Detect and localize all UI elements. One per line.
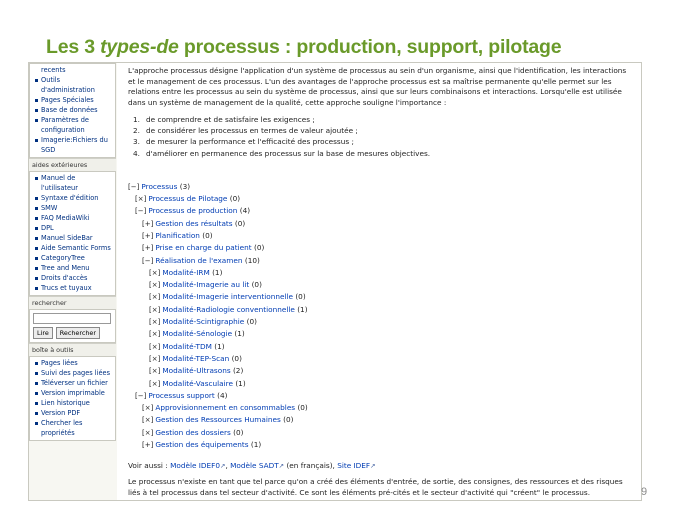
tree-link[interactable]: Modalité-Sénologie (162, 329, 233, 339)
tree-toggle[interactable]: [−] (135, 391, 147, 400)
sidebar-tools-list (30, 357, 115, 440)
page-number: 9 (641, 486, 648, 498)
tree-row (128, 230, 633, 242)
tree-count: (1) (234, 329, 245, 339)
tree-link[interactable]: Gestion des résultats (155, 218, 233, 228)
step-text: de comprendre et de satisfaire les exigences ; (146, 115, 315, 124)
link-idef0[interactable]: Modèle IDEF0 (170, 461, 221, 471)
tree-link[interactable]: Approvisionnement en consommables (155, 403, 296, 413)
tree-count: (1) (214, 341, 225, 351)
see-also (128, 461, 633, 471)
wiki-sidebar (29, 63, 116, 500)
sidebar-tools-item[interactable]: Lien historique (34, 398, 113, 408)
sidebar-aides-item[interactable]: Syntaxe d'édition (34, 193, 113, 203)
tree-row (128, 181, 633, 193)
tree-toggle[interactable]: [×] (142, 416, 154, 425)
sidebar-nav-item[interactable]: Base de données (34, 105, 113, 115)
sidebar-aides-item[interactable]: Trucs et tuyaux (34, 283, 113, 293)
tree-count: (4) (239, 206, 251, 216)
sidebar-search-header: rechercher (29, 296, 116, 309)
sidebar-nav-item[interactable]: Pages Spéciales (34, 95, 113, 105)
tree-link[interactable]: Processus (141, 181, 178, 191)
sidebar-nav-item[interactable]: configuration (41, 126, 85, 134)
tree-count: (0) (297, 403, 308, 413)
tree-toggle[interactable]: [+] (142, 244, 154, 253)
tree-toggle[interactable]: [+] (142, 232, 154, 240)
link-site-idef[interactable]: Site IDEF (337, 461, 371, 471)
step-text: de mesurer la performance et l'efficacité des processus ; (146, 137, 354, 147)
sidebar-tools-item[interactable]: Suivi des pages liées (34, 368, 113, 378)
tree-toggle[interactable]: [−] (135, 207, 147, 216)
tree-link[interactable]: Gestion des équipements (155, 440, 249, 450)
tree-link[interactable]: Modalité-Radiologie conventionnelle (162, 304, 295, 314)
tree-link[interactable]: Modalité-Vasculaire (162, 378, 233, 388)
sidebar-aides-header: aides extérieures (29, 158, 116, 171)
tree-row (128, 353, 633, 365)
tree-row (128, 304, 633, 316)
search-button[interactable]: Rechercher (56, 327, 100, 339)
tree-count: (0) (246, 317, 257, 327)
step-number: 3. (133, 137, 140, 147)
sidebar-aides-list (30, 172, 115, 295)
sidebar-tools-item[interactable]: Pages liées (34, 358, 113, 368)
see-also-prefix: Voir aussi : (128, 461, 171, 471)
tree-count: (0) (295, 292, 306, 302)
tree-link[interactable]: Prise en charge du patient (155, 243, 252, 253)
tree-toggle[interactable]: [×] (149, 293, 161, 302)
tree-toggle[interactable]: [×] (149, 268, 161, 277)
tree-row (128, 328, 633, 340)
sidebar-nav-item[interactable]: recents (41, 66, 66, 74)
step-item (128, 125, 633, 136)
tree-link[interactable]: Modalité-TEP-Scan (162, 353, 230, 363)
tree-row (128, 414, 633, 426)
steps-list (128, 114, 633, 159)
sidebar-aides-item[interactable]: SMW (34, 203, 113, 213)
tree-toggle[interactable]: [+] (142, 219, 154, 228)
tree-row (128, 316, 633, 328)
tree-count: (0) (202, 231, 213, 240)
sidebar-tools-header: boîte à outils (29, 343, 116, 356)
tree-count: (0) (234, 218, 246, 228)
step-number: 2. (133, 126, 140, 136)
tree-row (128, 193, 633, 205)
sidebar-nav-item[interactable]: d'administration (41, 86, 95, 94)
tree-link[interactable]: Modalité-Imagerie au lit (162, 280, 250, 290)
step-text: de considérer les processus en termes de valeur ajoutée ; (146, 126, 358, 136)
sidebar-aides-item[interactable]: Manuel SideBar (34, 233, 113, 243)
title-italic: types-de (100, 36, 179, 58)
tree-row (128, 439, 633, 451)
see-also-mid: (en français), (284, 461, 338, 471)
tree-link[interactable]: Processus support (148, 390, 215, 400)
step-item (128, 114, 633, 125)
tree-count: (0) (231, 353, 242, 363)
sidebar-aides-item[interactable]: CategoryTree (34, 253, 113, 263)
wiki-screenshot (28, 62, 642, 501)
tree-row (128, 341, 633, 353)
tree-toggle[interactable]: [×] (149, 379, 161, 388)
sidebar-tools-item[interactable]: propriétés (41, 429, 75, 437)
slide-title (46, 36, 561, 59)
see-also-sep: , (225, 461, 231, 471)
footer-paragraph: Le processus n'existe en tant que tel parce qu'on a créé des éléments d'entrée, de sortie, des consignes, des ressources et des risques liés à tel processus dans tel secteur d'activité. Ce sont les éléments pré-cités et le secteur d'activité qui "créent" le processus. (128, 477, 623, 497)
sidebar-aides-item[interactable]: Aide Semantic Forms (34, 243, 113, 253)
tree-toggle[interactable]: [×] (149, 330, 161, 339)
title-suffix: processus : production, support, pilotage (178, 36, 562, 58)
search-input[interactable] (33, 313, 111, 324)
tree-link[interactable]: Modalité-Scintigraphie (162, 317, 245, 327)
tree-link[interactable]: Gestion des Ressources Humaines (155, 415, 281, 425)
tree-toggle[interactable]: [×] (149, 305, 161, 314)
tree-count: (0) (251, 280, 262, 290)
sidebar-aides-item[interactable]: FAQ MediaWiki (34, 213, 113, 223)
go-button[interactable]: Lire (33, 327, 53, 339)
tree-toggle[interactable]: [−] (128, 182, 140, 191)
tree-toggle[interactable]: [×] (149, 354, 161, 363)
sidebar-nav-item[interactable]: SGD (41, 146, 56, 154)
category-tree (128, 181, 633, 452)
tree-count: (2) (232, 366, 244, 376)
tree-count: (3) (179, 181, 191, 191)
tree-count: (1) (297, 304, 308, 314)
tree-row (128, 402, 633, 414)
step-text: d'améliorer en permanence des processus sur la base de mesures objectives. (146, 148, 431, 158)
sidebar-nav-item[interactable]: Outils (34, 75, 113, 85)
tree-row (128, 242, 633, 254)
tree-row (128, 279, 633, 291)
tree-row (128, 365, 633, 377)
intro-paragraph: L'approche processus désigne l'application d'un système de processus au sein d'un organisme, ainsi que l'identification, les interactions et le management de ces processus. L'un des avantages de l'approche processus est sa maîtrise permanente qu'elle permet sur les relations entre les processus au sein du système de processus, ainsi que sur leurs combinaisons et interactions. Lorsqu'elle est utilisée dans un système de management de la qualité, cette approche souligne l'importance : (128, 66, 627, 107)
external-link-icon: ↗ (370, 462, 376, 471)
tree-count: (0) (283, 415, 294, 425)
tree-link[interactable]: Modalité-TDM (162, 341, 212, 351)
sidebar-search-box (29, 309, 116, 343)
step-number: 1. (133, 115, 140, 124)
step-item (128, 136, 633, 147)
tree-link[interactable]: Modalité-Imagerie interventionnelle (162, 292, 293, 302)
external-link-icon: ↗ (278, 462, 285, 471)
tree-link[interactable]: Gestion des dossiers (155, 427, 231, 437)
tree-toggle[interactable]: [−] (142, 256, 154, 265)
tree-toggle[interactable]: [×] (149, 342, 161, 351)
tree-toggle[interactable]: [×] (142, 428, 154, 437)
tree-link[interactable]: Planification (155, 231, 200, 240)
tree-row (128, 291, 633, 303)
wiki-content (117, 63, 641, 500)
tree-toggle[interactable]: [×] (149, 281, 161, 290)
tree-row (128, 427, 633, 439)
sidebar-tools-item[interactable]: Téléverser un fichier (34, 378, 113, 388)
tree-toggle[interactable]: [+] (142, 441, 154, 450)
tree-count: (0) (233, 427, 244, 437)
tree-toggle[interactable]: [×] (149, 318, 161, 327)
sidebar-tools-item[interactable]: Version imprimable (34, 388, 113, 398)
tree-count: (0) (229, 194, 241, 204)
sidebar-aides-item[interactable]: Tree and Menu (34, 263, 113, 273)
title-prefix: Les 3 (46, 36, 101, 58)
tree-count: (1) (250, 440, 262, 450)
sidebar-nav-list (30, 64, 115, 157)
sidebar-tools-portlet (29, 356, 116, 441)
tree-link[interactable]: Réalisation de l'examen (155, 255, 243, 265)
tree-row (128, 218, 633, 230)
tree-row (128, 267, 633, 279)
sidebar-aides-item[interactable]: Droits d'accès (34, 273, 113, 283)
tree-toggle[interactable]: [×] (149, 367, 161, 376)
tree-count: (0) (253, 243, 265, 253)
tree-row (128, 255, 633, 267)
tree-count: (1) (212, 267, 223, 277)
sidebar-tools-item[interactable]: Version PDF (34, 408, 113, 418)
tree-count: (10) (244, 255, 260, 265)
tree-count: (4) (217, 390, 228, 400)
sidebar-aides-item[interactable]: DPL (34, 223, 113, 233)
sidebar-nav-portlet (29, 63, 116, 158)
sidebar-aides-portlet (29, 171, 116, 296)
tree-row (128, 378, 633, 390)
step-item (128, 148, 633, 159)
tree-link[interactable]: Processus de Pilotage (148, 194, 228, 204)
link-sadt[interactable]: Modèle SADT (230, 461, 279, 471)
tree-toggle[interactable]: [×] (135, 195, 147, 204)
sidebar-tools-item[interactable]: Chercher les (34, 418, 113, 428)
step-number: 4. (133, 148, 140, 158)
sidebar-aides-item[interactable]: Manuel de l'utilisateur (34, 173, 113, 193)
tree-link[interactable]: Processus de production (148, 206, 238, 216)
tree-row (128, 205, 633, 217)
sidebar-nav-item[interactable]: Imagerie:Fichiers du (34, 135, 113, 145)
tree-toggle[interactable]: [×] (142, 404, 154, 413)
tree-count: (1) (235, 378, 246, 388)
external-link-icon: ↗ (220, 462, 226, 471)
sidebar-nav-item[interactable]: Paramètres de (34, 115, 113, 125)
tree-row (128, 390, 633, 402)
tree-link[interactable]: Modalité-IRM (162, 267, 210, 277)
tree-link[interactable]: Modalité-Ultrasons (162, 366, 231, 376)
